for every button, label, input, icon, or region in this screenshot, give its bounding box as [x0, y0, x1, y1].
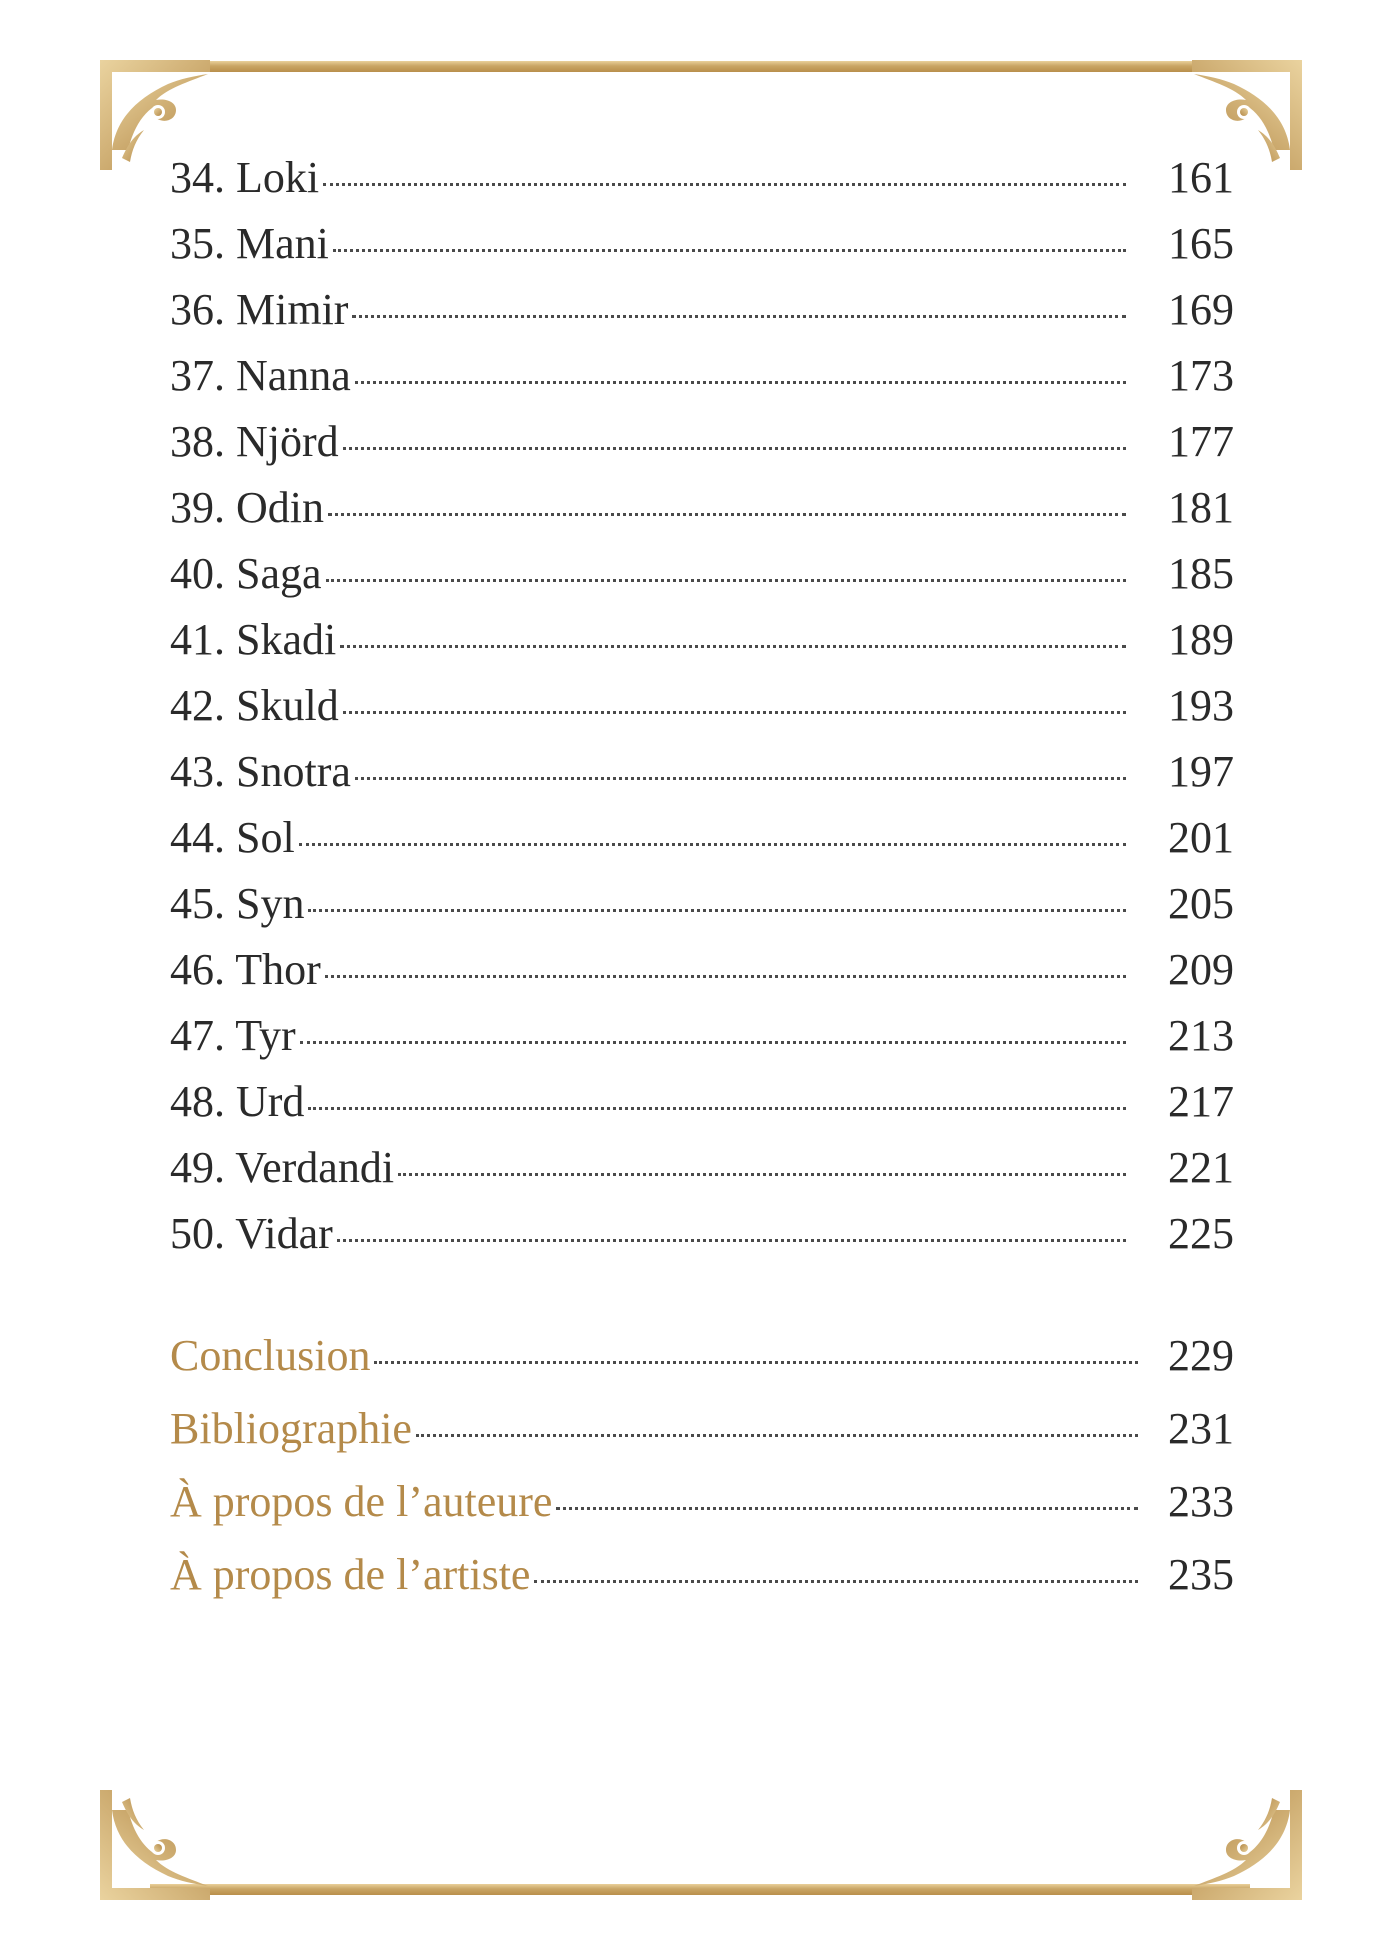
toc-entry-page: 229 — [1168, 1331, 1234, 1380]
toc-entry-page: 197 — [1168, 747, 1234, 796]
toc-entry-title: 37. Nanna — [170, 351, 351, 400]
dot-leader — [337, 1239, 1126, 1242]
toc-entry[interactable] — [170, 1074, 1232, 1130]
dot-leader — [308, 909, 1126, 912]
toc-entry-title: 35. Mani — [170, 219, 329, 268]
dot-leader — [328, 513, 1126, 516]
toc-entry-page: 225 — [1168, 1209, 1234, 1258]
toc-entry[interactable] — [170, 942, 1232, 998]
toc-entry[interactable] — [170, 546, 1232, 602]
toc-entry[interactable] — [170, 348, 1232, 404]
dot-leader — [398, 1173, 1126, 1176]
toc-entry[interactable] — [170, 1008, 1232, 1064]
toc-entry-title: 43. Snotra — [170, 747, 351, 796]
toc-entry-title: 38. Njörd — [170, 417, 339, 466]
frame-bottom-border — [150, 1884, 1250, 1895]
dot-leader — [326, 579, 1126, 582]
dot-leader — [325, 975, 1126, 978]
dot-leader — [352, 315, 1126, 318]
toc-back-matter-entry[interactable] — [170, 1401, 1232, 1457]
toc-entry-page: 231 — [1168, 1404, 1234, 1453]
dot-leader — [416, 1434, 1138, 1437]
toc-back-matter-entry[interactable] — [170, 1328, 1232, 1384]
toc-entry-title: 44. Sol — [170, 813, 295, 862]
toc-entry-page: 193 — [1168, 681, 1234, 730]
toc-entry-page: 205 — [1168, 879, 1234, 928]
toc-back-matter-entry[interactable] — [170, 1474, 1232, 1530]
toc-entry-page: 201 — [1168, 813, 1234, 862]
toc-entry[interactable] — [170, 480, 1232, 536]
dot-leader — [340, 645, 1126, 648]
toc-entry-page: 213 — [1168, 1011, 1234, 1060]
toc-entry-title: 36. Mimir — [170, 285, 349, 334]
toc-entry-page: 235 — [1168, 1550, 1234, 1599]
toc-entry[interactable] — [170, 1140, 1232, 1196]
dot-leader — [299, 843, 1126, 846]
toc-entry[interactable] — [170, 1206, 1232, 1262]
toc-entry-title: 42. Skuld — [170, 681, 339, 730]
toc-entry-page: 217 — [1168, 1077, 1234, 1126]
toc-entry-title: 41. Skadi — [170, 615, 337, 664]
toc-entry-page: 177 — [1168, 417, 1234, 466]
toc-entry-page: 189 — [1168, 615, 1234, 664]
toc-entry-title: 39. Odin — [170, 483, 324, 532]
dot-leader — [355, 777, 1126, 780]
toc-entry-page: 165 — [1168, 219, 1234, 268]
toc-entry-title: 48. Urd — [170, 1077, 305, 1126]
corner-ornament-bottom-right-icon — [1192, 1790, 1304, 1902]
toc-entry-page: 169 — [1168, 285, 1234, 334]
toc-entry[interactable] — [170, 744, 1232, 800]
dot-leader — [343, 711, 1126, 714]
toc-entry-title: 45. Syn — [170, 879, 305, 928]
toc-entry-title: 46. Thor — [170, 945, 321, 994]
toc-entry-page: 233 — [1168, 1477, 1234, 1526]
toc-entry-page: 185 — [1168, 549, 1234, 598]
dot-leader — [300, 1041, 1126, 1044]
dot-leader — [534, 1580, 1138, 1583]
toc-entry-page: 209 — [1168, 945, 1234, 994]
toc-entry-title: 40. Saga — [170, 549, 322, 598]
dot-leader — [374, 1361, 1138, 1364]
dot-leader — [355, 381, 1126, 384]
toc-entry[interactable] — [170, 810, 1232, 866]
toc-entry-title: 50. Vidar — [170, 1209, 333, 1258]
toc-entry-title: 34. Loki — [170, 153, 320, 202]
toc-entry-title: 49. Verdandi — [170, 1143, 395, 1192]
dot-leader — [323, 183, 1126, 186]
toc-entry-title: Conclusion — [170, 1331, 371, 1380]
corner-ornament-bottom-left-icon — [98, 1790, 210, 1902]
toc-entry[interactable] — [170, 216, 1232, 272]
toc-entry[interactable] — [170, 150, 1232, 206]
toc-entry-page: 181 — [1168, 483, 1234, 532]
toc-entry-title: À propos de l’auteure — [170, 1477, 553, 1526]
toc-entry-title: Bibliographie — [170, 1404, 412, 1453]
toc-entry[interactable] — [170, 612, 1232, 668]
dot-leader — [308, 1107, 1126, 1110]
frame-top-border — [150, 61, 1250, 72]
dot-leader — [343, 447, 1126, 450]
toc-entry-title: 47. Tyr — [170, 1011, 296, 1060]
toc-entry-page: 221 — [1168, 1143, 1234, 1192]
dot-leader — [333, 249, 1126, 252]
toc-entry[interactable] — [170, 414, 1232, 470]
toc-entry-page: 173 — [1168, 351, 1234, 400]
dot-leader — [556, 1507, 1138, 1510]
toc-entry-page: 161 — [1168, 153, 1234, 202]
toc-back-matter-entry[interactable] — [170, 1547, 1232, 1603]
toc-entry-title: À propos de l’artiste — [170, 1550, 531, 1599]
toc-entry[interactable] — [170, 678, 1232, 734]
toc-entry[interactable] — [170, 282, 1232, 338]
toc-entry[interactable] — [170, 876, 1232, 932]
